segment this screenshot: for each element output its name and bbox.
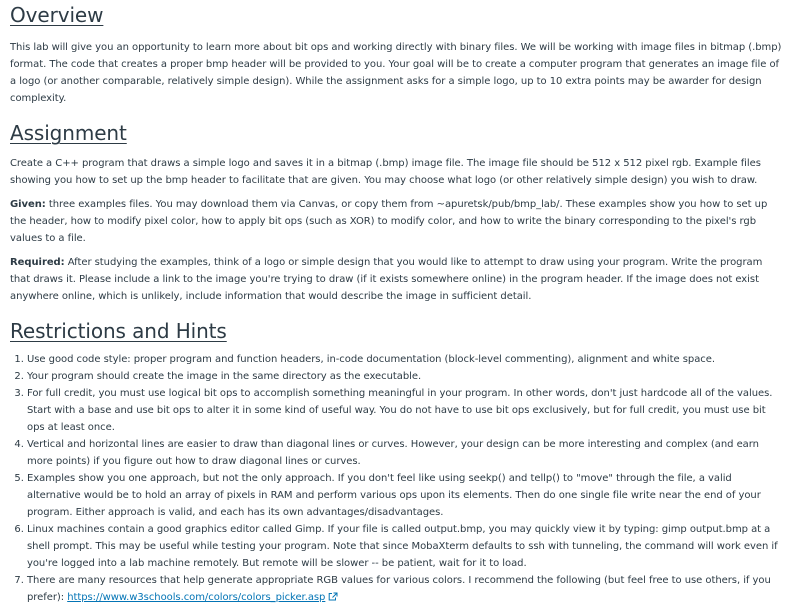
colors-picker-link[interactable]: https://www.w3schools.com/colors/colors_picker.asp (67, 592, 326, 603)
overview-section (10, 3, 783, 107)
given-text: three examples files. You may download them via Canvas, or copy them from ~apuretsk/pub/bmp_lab/. These examples show you how to set up the header, how to modify pixel color, how to apply bit ops (such as XOR) to modify color, and how to write the binary corresponding to the pixel's rgb values to a file. (10, 199, 768, 244)
hints-list (10, 351, 783, 606)
required-paragraph (10, 254, 783, 305)
list-item: 3. For full credit, you must use logical bit ops to accomplish something meaningful in your program. In other words, don't just hardcode all of the values. Start with a base and use bit ops to alter it in some kind of useful way. You do not have to use bit ops exclusively, but for full credit, you must use bit ops at least once. (27, 385, 783, 436)
list-item: 1. Use good code style: proper program and function headers, in-code documentation (block-level commenting), alignment and white space. (27, 351, 783, 368)
external-link-icon[interactable] (328, 592, 338, 601)
given-paragraph (10, 196, 783, 247)
list-item: 5. Examples show you one approach, but not the only approach. If you don't feel like using seekp() and tellp() to "move" through the file, a valid alternative would be to hold an array of pixels in RAM and perform various ops upon its elements. Then do one single file write near the end of your program. Either approach is valid, and each has its own advantages/disadvantages. (27, 470, 783, 521)
last-item-text: There are many resources that help generate appropriate RGB values for various colors. I recommend the following (but feel free to use others, if you prefer): (27, 575, 771, 603)
assignment-intro: Create a C++ program that draws a simple logo and saves it in a bitmap (.bmp) image file. The image file should be 512 x 512 pixel rgb. Example files showing you how to set up the bmp header to facilitate that are given. You may choose what logo (or other relatively simple design) you wish to draw. (10, 158, 761, 186)
given-label: Given: (10, 199, 46, 210)
list-item (27, 572, 783, 606)
hints-section (10, 319, 783, 606)
page-content (10, 0, 783, 606)
overview-paragraph: This lab will give you an opportunity to learn more about bit ops and working directly with binary files. We will be working with image files in bitmap (.bmp) format. The code that creates a proper bmp header will be provided to you. Your goal will be to create a computer program that generates an image file of a logo (or another comparable, relatively simple design). While the assignment asks for a simple logo, up to 10 extra points may be awarder for design complexity. (10, 42, 782, 104)
list-item: 4. Vertical and horizontal lines are easier to draw than diagonal lines or curves. However, your design can be more interesting and complex (and earn more points) if you figure out how to draw diagonal lines or curves. (27, 436, 783, 470)
assignment-heading: Assignment (10, 121, 127, 145)
required-text: After studying the examples, think of a logo or simple design that you would like to attempt to draw using your program. Write the program that draws it. Please include a link to the image you're trying to draw (if it exists somewhere online) in the program header. If the image does not exist anywhere online, which is unlikely, include information that would describe the image in sufficient detail. (10, 257, 763, 302)
assignment-section (10, 121, 783, 305)
list-item: 6. Linux machines contain a good graphics editor called Gimp. If your file is called output.bmp, you may quickly view it by typing: gimp output.bmp at a shell prompt. This may be useful while testing your program. Note that since MobaXterm defaults to ssh with tunneling, the command will work even if you're logged into a lab machine remotely. But remote will be slower -- be patient, wait for it to load. (27, 521, 783, 572)
overview-heading: Overview (10, 3, 104, 27)
hints-heading: Restrictions and Hints (10, 319, 227, 343)
list-item: 2. Your program should create the image in the same directory as the executable. (27, 368, 783, 385)
required-label: Required: (10, 257, 65, 268)
